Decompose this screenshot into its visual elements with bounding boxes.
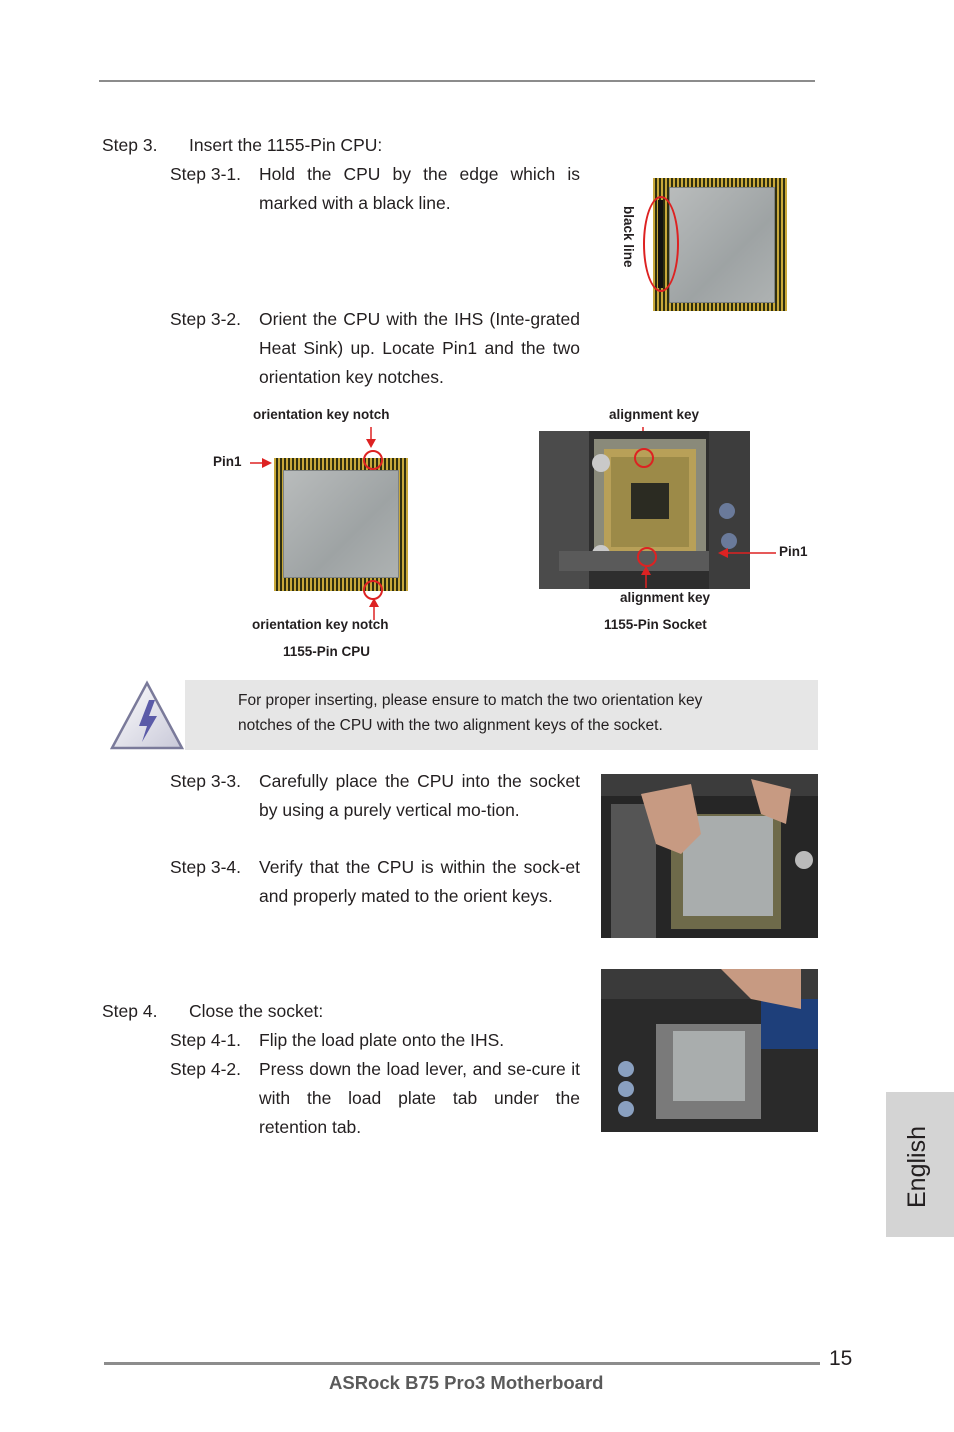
step3-4-text: Verify that the CPU is within the sock-et and properly mated to the orient keys. <box>259 857 580 906</box>
black-line-highlight <box>643 196 679 292</box>
footer-rule <box>104 1362 820 1365</box>
orientation-notch-label-bottom: orientation key notch <box>252 617 389 632</box>
close-socket-photo <box>601 969 818 1132</box>
arrow-right-pin1 <box>250 457 274 469</box>
step4-2-text: Press down the load lever, and se-cure it with the load plate tab under the retention tab. <box>259 1059 580 1137</box>
arrow-up-align-bottom <box>640 566 652 588</box>
alignment-key-label-top: alignment key <box>609 407 700 422</box>
header-rule <box>99 80 815 82</box>
step3-3-number: Step 3-3. <box>170 771 242 791</box>
align-bottom-highlight <box>637 547 657 567</box>
notch-top-highlight <box>363 450 383 470</box>
step3-1-number: Step 3-1. <box>170 164 242 184</box>
step3-2-text: Orient the CPU with the IHS (Inte-grated Heat Sink) up. Locate Pin1 and the two orientation key notches. <box>259 309 580 387</box>
step3-number: Step 3. <box>102 135 158 155</box>
step3-4-number: Step 3-4. <box>170 857 242 877</box>
step3-2-number: Step 3-2. <box>170 309 242 329</box>
close-socket-illustration <box>601 969 818 1132</box>
notch-bottom-highlight <box>363 580 383 600</box>
step4-title: Close the socket: <box>189 1001 324 1021</box>
arrow-down-notch-top <box>365 427 377 449</box>
step3-title: Insert the 1155-Pin CPU: <box>189 135 383 155</box>
place-cpu-illustration <box>601 774 818 938</box>
step3-1-text: Hold the CPU by the edge which is marked with a black line. <box>259 164 580 213</box>
warning-triangle-icon <box>109 680 185 752</box>
alignment-key-label-bottom: alignment key <box>620 590 711 605</box>
step4-2-number: Step 4-2. <box>170 1059 242 1079</box>
socket-caption: 1155-Pin Socket <box>604 617 707 632</box>
page-number: 15 <box>829 1347 853 1370</box>
cpu-ihs <box>669 187 775 303</box>
step4-number: Step 4. <box>102 1001 158 1021</box>
step4-1-number: Step 4-1. <box>170 1030 242 1050</box>
pin1-label-left: Pin1 <box>213 454 242 469</box>
pin1-label-right: Pin1 <box>779 544 808 559</box>
warning-line-1: For proper inserting, please ensure to match the two orientation key <box>238 692 703 709</box>
step4-1-text: Flip the load plate onto the IHS. <box>259 1030 505 1050</box>
cpu-1155-photo <box>274 458 408 591</box>
language-side-tab-label: English <box>903 1126 931 1208</box>
warning-line-2: notches of the CPU with the two alignment keys of the socket. <box>238 717 663 734</box>
cpu-1155-ihs <box>283 470 399 578</box>
place-cpu-photo <box>601 774 818 938</box>
arrow-left-pin1 <box>718 547 778 559</box>
orientation-notch-label-top: orientation key notch <box>253 407 390 422</box>
footer-product: ASRock B75 Pro3 Motherboard <box>329 1372 604 1393</box>
black-line-label: black line <box>621 206 636 268</box>
step3-3-text: Carefully place the CPU into the socket by using a purely vertical mo-tion. <box>259 771 580 820</box>
cpu-caption: 1155-Pin CPU <box>283 644 371 659</box>
align-top-highlight <box>634 448 654 468</box>
